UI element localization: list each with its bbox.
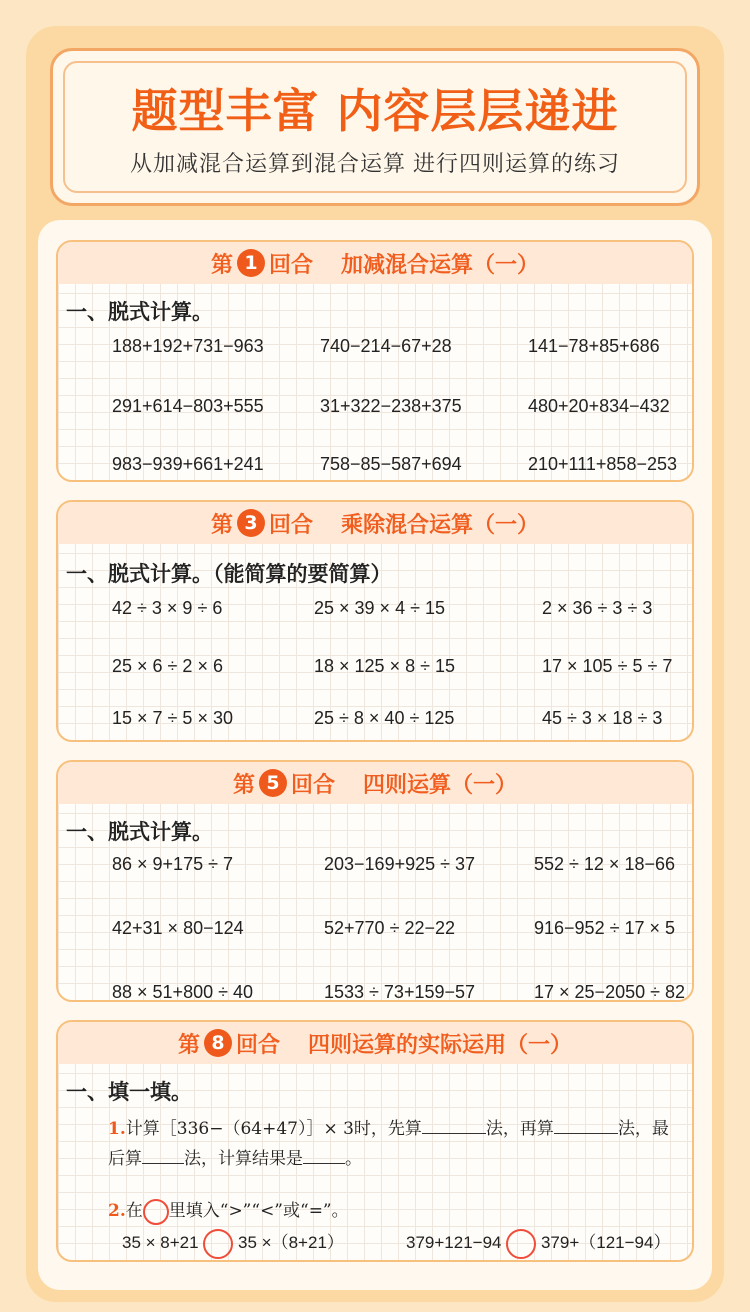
round-suffix: 回合 <box>290 772 335 798</box>
question-text: 计算［336−（64+47）］× 3时，先算 <box>125 1119 422 1139</box>
section-heading: 一、脱式计算。（能简算的要简算） <box>66 562 392 586</box>
comparison-left: 35 × 8+21 <box>122 1233 199 1252</box>
exercise: 17 × 105 ÷ 5 ÷ 7 <box>542 656 673 676</box>
exercise: 983−939+661+241 <box>112 454 264 474</box>
exercise: 758−85−587+694 <box>320 454 462 474</box>
exercise: 52+770 ÷ 22−22 <box>324 918 456 938</box>
section-heading: 一、填一填。 <box>66 1080 192 1104</box>
comparison-right: 379+（121−94） <box>540 1233 671 1252</box>
exercise: 45 ÷ 3 × 18 ÷ 3 <box>542 708 663 728</box>
card-round-8 <box>56 1020 694 1262</box>
answer-blank[interactable] <box>303 1149 345 1164</box>
answer-blank[interactable] <box>554 1119 618 1134</box>
card-header <box>58 242 692 284</box>
round-number-badge: 5 <box>259 769 287 797</box>
section-heading: 一、脱式计算。 <box>66 820 213 844</box>
header-banner <box>50 48 700 206</box>
question-text: 里填入“>”“<”或“=”。 <box>168 1201 349 1221</box>
question-text: 。 <box>345 1149 362 1169</box>
comparison-left: 379+121−94 <box>406 1233 502 1252</box>
card-header <box>58 1022 692 1064</box>
round-prefix: 第 <box>210 252 233 278</box>
exercise: 31+322−238+375 <box>320 396 462 416</box>
compare-circle[interactable] <box>506 1229 536 1259</box>
round-number-badge: 8 <box>204 1029 232 1057</box>
card-round-5 <box>56 760 694 1002</box>
card-round-3 <box>56 500 694 742</box>
exercise: 188+192+731−963 <box>112 336 264 356</box>
card-header <box>58 502 692 544</box>
exercise: 18 × 125 × 8 ÷ 15 <box>314 656 455 676</box>
exercise: 141−78+85+686 <box>528 336 660 356</box>
question-text: 在 <box>125 1201 143 1221</box>
question-text: 法，最 <box>617 1119 669 1139</box>
exercise: 25 ÷ 8 × 40 ÷ 125 <box>314 708 455 728</box>
question-text: 后算 <box>108 1149 142 1169</box>
exercise: 1533 ÷ 73+159−57 <box>324 982 476 1002</box>
card-topic: 四则运算（一） <box>363 772 518 798</box>
round-suffix: 回合 <box>268 512 313 538</box>
section-heading: 一、脱式计算。 <box>66 300 213 324</box>
answer-blank[interactable] <box>422 1119 486 1134</box>
exercise: 480+20+834−432 <box>528 396 670 416</box>
exercise: 210+111+858−253 <box>528 454 677 474</box>
exercise: 25 × 6 ÷ 2 × 6 <box>112 656 223 676</box>
comparison-right: 35 ×（8+21） <box>238 1233 344 1252</box>
question-2-line-1 <box>108 1196 349 1225</box>
question-text: 法，再算 <box>485 1119 554 1139</box>
round-number-badge: 3 <box>237 509 265 537</box>
exercise: 42 ÷ 3 × 9 ÷ 6 <box>112 598 223 618</box>
question-1-line-2 <box>108 1144 362 1169</box>
answer-blank[interactable] <box>142 1149 184 1164</box>
exercise: 2 × 36 ÷ 3 ÷ 3 <box>542 598 653 618</box>
question-number: 2. <box>108 1201 126 1221</box>
exercise: 86 × 9+175 ÷ 7 <box>112 854 233 874</box>
card-topic: 四则运算的实际运用（一） <box>308 1032 573 1058</box>
question-1-line-1 <box>108 1114 669 1139</box>
exercise: 740−214−67+28 <box>320 336 452 356</box>
comparison-item <box>406 1228 670 1259</box>
compare-circle-icon <box>143 1199 169 1225</box>
card-header <box>58 762 692 804</box>
exercise: 916−952 ÷ 17 × 5 <box>534 918 676 938</box>
exercise: 25 × 39 × 4 ÷ 15 <box>314 598 445 618</box>
exercise: 88 × 51+800 ÷ 40 <box>112 982 254 1002</box>
round-prefix: 第 <box>210 512 233 538</box>
round-number-badge: 1 <box>237 249 265 277</box>
exercise: 203−169+925 ÷ 37 <box>324 854 476 874</box>
banner-title: 题型丰富 内容层层递进 <box>131 84 619 138</box>
card-topic: 加减混合运算（一） <box>341 252 540 278</box>
compare-circle[interactable] <box>203 1229 233 1259</box>
question-text: 法，计算结果是 <box>184 1149 303 1169</box>
round-suffix: 回合 <box>235 1032 280 1058</box>
exercise: 291+614−803+555 <box>112 396 264 416</box>
round-prefix: 第 <box>177 1032 200 1058</box>
banner-subtitle: 从加减混合运算到混合运算 进行四则运算的练习 <box>129 151 621 176</box>
exercise: 15 × 7 ÷ 5 × 30 <box>112 708 233 728</box>
question-number: 1. <box>108 1119 126 1139</box>
exercise: 42+31 × 80−124 <box>112 918 244 938</box>
round-suffix: 回合 <box>268 252 313 278</box>
round-prefix: 第 <box>232 772 255 798</box>
card-topic: 乘除混合运算（一） <box>341 512 540 538</box>
comparison-item <box>122 1228 344 1259</box>
exercise: 552 ÷ 12 × 18−66 <box>534 854 676 874</box>
card-round-1 <box>56 240 694 482</box>
exercise: 17 × 25−2050 ÷ 82 <box>534 982 686 1002</box>
